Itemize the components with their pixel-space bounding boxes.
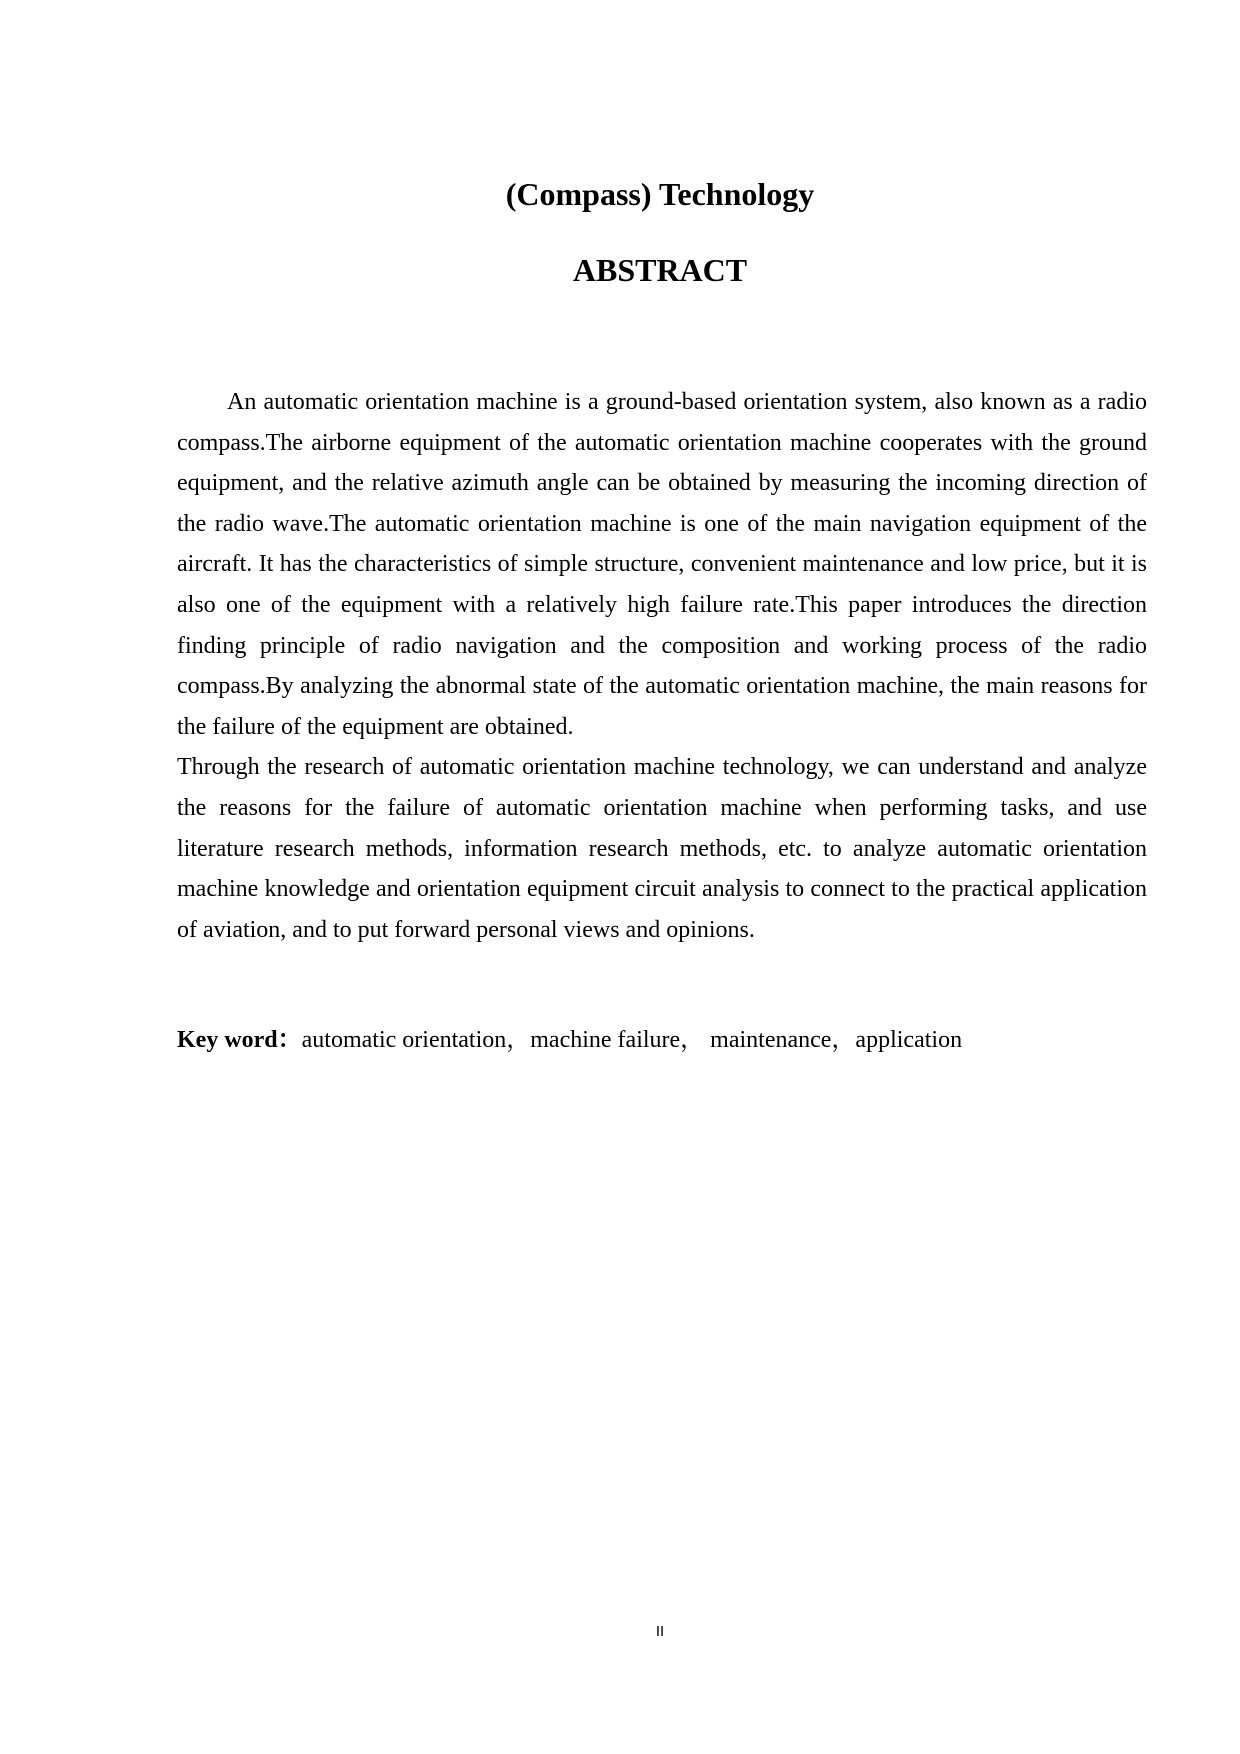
abstract-paragraph-2: Through the research of automatic orientation machine technology, we can understand and analyze the reasons for the failure of automatic orientation machine when performing tasks, and use literature research methods, information research methods, etc. to analyze automatic orientation machine knowledge and orientation equipment circuit analysis to connect to the practical application of aviation, and to put forward personal views and opinions. xyxy=(177,754,1147,943)
document-title: (Compass) Technology xyxy=(505,176,815,212)
keywords-line xyxy=(177,1020,962,1060)
page-number: II xyxy=(655,1623,665,1640)
keywords-label: Key word： xyxy=(177,1027,302,1053)
abstract-paragraph-1: An automatic orientation machine is a ground-based orientation system, also known as a radio compass.The airborne equipment of the automatic orientation machine cooperates with the ground equipment, and the relative azimuth angle can be obtained by measuring the incoming direction of the radio wave.The automatic orientation machine is one of the main navigation equipment of the aircraft. It has the characteristics of simple structure, convenient maintenance and low price, but it is also one of the equipment with a relatively high failure rate.This paper introduces the direction finding principle of radio navigation and the composition and working process of the radio compass.By analyzing the abnormal state of the automatic orientation machine, the main reasons for the failure of the equipment are obtained. xyxy=(177,389,1147,740)
keywords-text: automatic orientation，machine failure， maintenance，application xyxy=(301,1027,963,1053)
abstract-body xyxy=(177,382,1147,950)
abstract-heading: ABSTRACT xyxy=(572,252,748,288)
